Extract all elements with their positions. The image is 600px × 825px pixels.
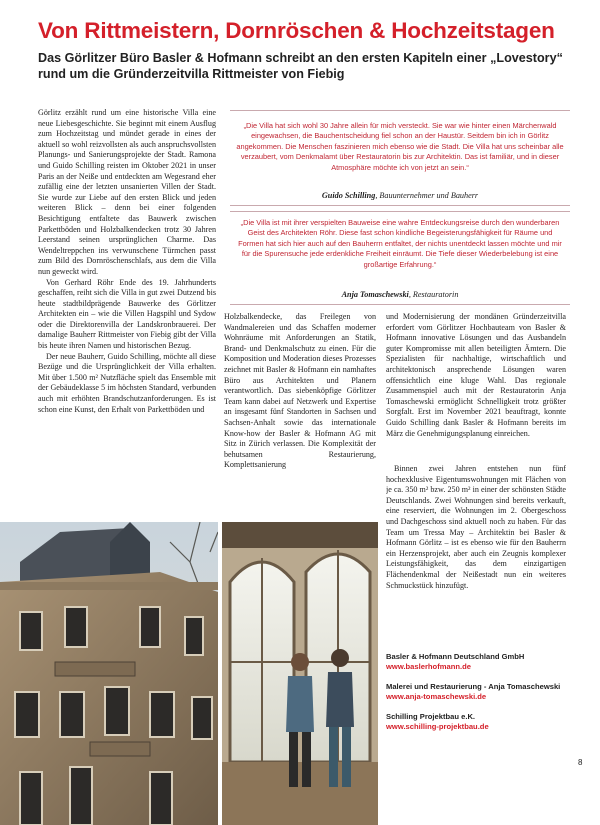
- paragraph: Görlitz erzählt rund um eine historische Villa eine neue Liebesgeschichte. Sie beginnt mit einem Ausflug zum Hochzeitstag und mündet gerade in eines der aktuell so wohl reizvollsten als auch anspruchsvollsten Planungs- und Sanierungsprojekte der Stadt. Ramona und Guido Schilling reisten im Oktober 2021 in unser Paris an der Neiße und entdeckten am Wegesrand eher zufällig eine der letzten unsanierten Villen der Stadt. Sie wurde zur Liebe auf den ersten Blick und jeden weiteren Blick – denn bei einer folgenden Besichtigung entfaltete das Bauwerk zwischen Parkettböden und Holzbalkendecken trotz 30 Jahren Leerstand seinen ursprünglichen Charme. Das Wendeltreppchen ins verwunschene Türmchen passt zum Bild des Dornröschenschlafs, aus dem die Villa nun geweckt wird.: [38, 108, 216, 276]
- body-column-2: [224, 312, 376, 517]
- contacts-block: [386, 652, 566, 742]
- contact-name: Schilling Projektbau e.K.: [386, 712, 476, 721]
- article-title: Von Rittmeistern, Dornröschen & Hochzeitstagen: [38, 18, 555, 43]
- villa-facade-photo: [0, 522, 218, 825]
- contact-entry: [386, 652, 566, 672]
- quote-author: [230, 290, 570, 299]
- contact-name: Malerei und Restaurierung - Anja Tomaschewski: [386, 682, 561, 691]
- quote-text: „Die Villa ist mit ihrer verspielten Bauweise eine wahre Entdeckungsreise durch den wunderbaren Geist des Architekten Röhr. Diese fast schon kindliche Begeisterungsfähigkeit für Räume und Formen hat sich hier auch auf den Bauherrn entfaltet, der nichts unentdeckt lassen möchte und mir für die Spurensuche jede erdenkliche Freiheit einräumt. Die Tiefe dieser Wiederbelebung ist eine großartige Erfahrung.“: [238, 218, 562, 269]
- contact-link[interactable]: www.schilling-projektbau.de: [386, 722, 489, 731]
- body-column-3: [386, 312, 566, 457]
- quote-author-name: Anja Tomaschewski: [341, 290, 409, 299]
- paragraph: Holzbalkendecke, das Freilegen von Wandmalereien und das Schaffen moderner Wohnräume mit Anforderungen an Statik, Brand- und Denkmalschutz zu einen. Für die Komposition und Moderation dieses Prozesses zeichnet mit Basler & Hofmann ein namhaftes Büro aus Architekten und Planern verantwortlich. Das siebenköpfige Görlitzer Team kann dabei auf Netzwerk und Expertise an insgesamt fünf Standorten in Sachsen und Sachsen-Anhalt sowie das internationale Know-how der Basler & Hofmann AG mit Sitz in Zürich verlassen. Die Komplexität der behutsamen Restaurierung, Komplettsanierung: [224, 312, 376, 470]
- body-column-3-continued: [386, 464, 566, 648]
- contact-link[interactable]: www.baslerhofmann.de: [386, 662, 471, 671]
- paragraph: Der neue Bauherr, Guido Schilling, möchte all diese Bezüge und die Ursprünglichkeit der Villa erhalten. Mit über 1.500 m² Nutzfläche spielt das Ensemble mit der Gebäudeklasse 5 im höchsten Standard, verbunden auch mit erhöhten Brandschutzanforderungen. Es ist schon eine Kunst, den Erhalt von Parkettböden und: [38, 351, 216, 414]
- paragraph: und Modernisierung der mondänen Gründerzeitvilla erfordert vom Görlitzer Hochbauteam von Basler & Hofmann innovative Lösungen und das Ausbandeln guter Kompromisse mit allen beteiligten Ämtern. Die Spezialisten für nachhaltige, wirtschaftlich und architektonisch ansprechende Lösungen waren offensichtlich eine kluge Wahl. Das regionale Zusammenspiel auch mit der Restauratorin Anja Tomaschewski ermöglicht Schnelligkeit trotz größter Sorgfalt. Erst im November 2021 beauftragt, konnte Guido Schilling dank Basler & Hofmann bereits im März die Genehmigungsplanung einreichen.: [386, 312, 566, 438]
- quote-author-name: Guido Schilling: [321, 191, 376, 200]
- contact-entry: [386, 712, 566, 732]
- contact-entry: [386, 682, 566, 702]
- quote-author: [230, 191, 570, 200]
- body-column-1: [38, 108, 216, 520]
- article-subtitle: Das Görlitzer Büro Basler & Hofmann schreibt an den ersten Kapiteln einer „Lovestory“ rund um die Gründerzeitvilla Rittmeister von Fiebig: [38, 51, 563, 81]
- paragraph: Binnen zwei Jahren entstehen nun fünf hochexklusive Eigentumswohnungen mit Flächen von je ca. 350 m² bzw. 250 m² in einer der schönsten Städte Deutschlands. Zwei Wohnungen sind bereits verkauft, eine reserviert, die Wohnungen im 2. Obergeschoss und Dachgeschoss sind aktuell noch zu haben. Für das Team um Tressa May – Architektin bei Basler & Hofmann Görlitz – ist es ebenso wie für den Bauherrn ein Herzensprojekt, aber auch ein Zeugnis komplexer Leistungsfähigkeit, das dem einzigartigen Flächendenkmal der Neißestadt nun ein weiteres Schmuckstück hinzufügt.: [386, 464, 566, 590]
- quote-text: „Die Villa hat sich wohl 30 Jahre allein für mich versteckt. Sie war wie hinter einen Märchenwald eingewachsen, die Bauchentscheidung fiel schon an der Haustür. Seitdem bin ich in Görlitz angekommen. Die Menschen faszinieren mich ebenso wie die Stadt. Die Villa hat uns scheinbar alle verzaubert, vom Denkmalamt über Restauratorin bis zur Architektin. Das ist familiär, und in dieser Atmosphäre möchte ich von jetzt an sein.“: [236, 121, 564, 172]
- paragraph: Von Gerhard Röhr Ende des 19. Jahrhunderts geschaffen, reiht sich die Villa in gut zwei Dutzend bis heute stadtbildprägende Bauwerke des Görlitzer Architekten ein – wie die Villen Hagspihl und Sydow oder die Direktorenvilla der Landskronbrauerei. Der damalige Bauherr Rittmeister von Fiebig gibt der Villa bis heute ihren Namen und historischen Bezug.: [38, 277, 216, 351]
- quote-author-role: , Bauunternehmer und Bauherr: [375, 191, 479, 200]
- quote-box-1: [230, 110, 570, 212]
- quote-box-2: [230, 205, 570, 305]
- contact-name: Basler & Hofmann Deutschland GmbH: [386, 652, 525, 661]
- quote-author-role: , Restauratorin: [408, 290, 459, 299]
- page-number: 8: [578, 758, 583, 767]
- contact-link[interactable]: www.anja-tomaschewski.de: [386, 692, 487, 701]
- interior-photo: [222, 522, 378, 825]
